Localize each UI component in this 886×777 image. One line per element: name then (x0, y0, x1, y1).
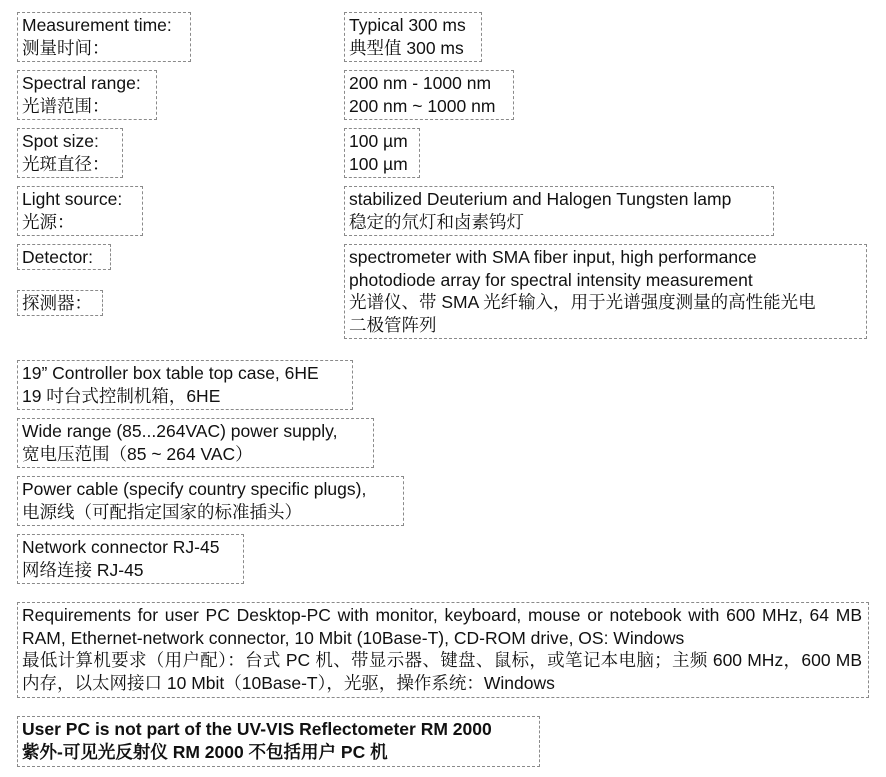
component-zh: 宽电压范围（85 ~ 264 VAC） (22, 443, 253, 464)
value-en: stabilized Deuterium and Halogen Tungsten lamp (349, 189, 732, 209)
requirements-zh: 最低计算机要求（用户配）：台式 PC 机、带显示器、键盘、鼠标，或笔记本电脑；主频 600 MHz，600 MB 内存，以太网接口 10 Mbit（10Base-T），光驱，操作系统：Windows (22, 650, 862, 693)
value-en: 200 nm - 1000 nm (349, 73, 492, 93)
light-source-label (17, 186, 143, 236)
spectral-range-label (17, 70, 157, 120)
label-zh: 测量时间： (22, 37, 110, 58)
value-zh: 100 µm (349, 153, 408, 174)
label-en: Spectral range: (22, 73, 141, 93)
component-zh: 电源线（可配指定国家的标准插头） (22, 501, 302, 522)
value-en-1: spectrometer with SMA fiber input, high performance (349, 247, 757, 267)
value-en: Typical 300 ms (349, 15, 466, 35)
label-zh: 探测器： (22, 293, 92, 313)
component-en: Network connector RJ-45 (22, 537, 220, 557)
pc-requirements (17, 602, 869, 698)
component-en: Power cable (specify country specific plugs), (22, 479, 367, 499)
spot-size-value (344, 128, 420, 178)
component-zh: 网络连接 RJ-45 (22, 559, 144, 580)
value-zh-2: 二极管阵列 (349, 314, 437, 335)
requirements-en: Requirements for user PC Desktop-PC with monitor, keyboard, mouse or notebook with 600 MHz, 64 MB RAM, Ethernet-network connector, 10 Mbit (10Base-T), CD-ROM drive, OS: Windows (22, 605, 862, 648)
component-network-connector (17, 534, 244, 584)
value-en-2: photodiode array for spectral intensity measurement (349, 269, 753, 290)
label-en: Detector: (22, 247, 93, 267)
measurement-time-value (344, 12, 482, 62)
label-en: Light source: (22, 189, 123, 209)
measurement-time-label (17, 12, 191, 62)
label-zh: 光斑直径： (22, 153, 110, 174)
component-zh: 19 吋台式控制机箱，6HE (22, 385, 221, 406)
label-en: Measurement time: (22, 15, 172, 35)
component-en: Wide range (85...264VAC) power supply, (22, 421, 338, 441)
note-zh: 紫外-可见光反射仪 RM 2000 不包括用户 PC 机 (22, 741, 388, 762)
note-en: User PC is not part of the UV-VIS Reflectometer RM 2000 (22, 719, 492, 739)
component-en: 19” Controller box table top case, 6HE (22, 363, 319, 383)
component-controller-box (17, 360, 353, 410)
label-en: Spot size: (22, 131, 99, 151)
value-zh: 稳定的氘灯和卤素钨灯 (349, 211, 524, 232)
value-en: 100 µm (349, 131, 408, 151)
detector-value (344, 244, 867, 339)
value-zh-1: 光谱仪、带 SMA 光纤输入，用于光谱强度测量的高性能光电 (349, 292, 816, 312)
detector-label-en (17, 244, 111, 270)
value-zh: 200 nm ~ 1000 nm (349, 95, 496, 116)
component-power-cable (17, 476, 404, 526)
component-power-supply (17, 418, 374, 468)
label-zh: 光源： (22, 211, 75, 232)
user-pc-note (17, 716, 540, 767)
light-source-value (344, 186, 774, 236)
detector-label-zh (17, 290, 103, 316)
spot-size-label (17, 128, 123, 178)
value-zh: 典型值 300 ms (349, 37, 464, 58)
spectral-range-value (344, 70, 514, 120)
label-zh: 光谱范围： (22, 95, 110, 116)
